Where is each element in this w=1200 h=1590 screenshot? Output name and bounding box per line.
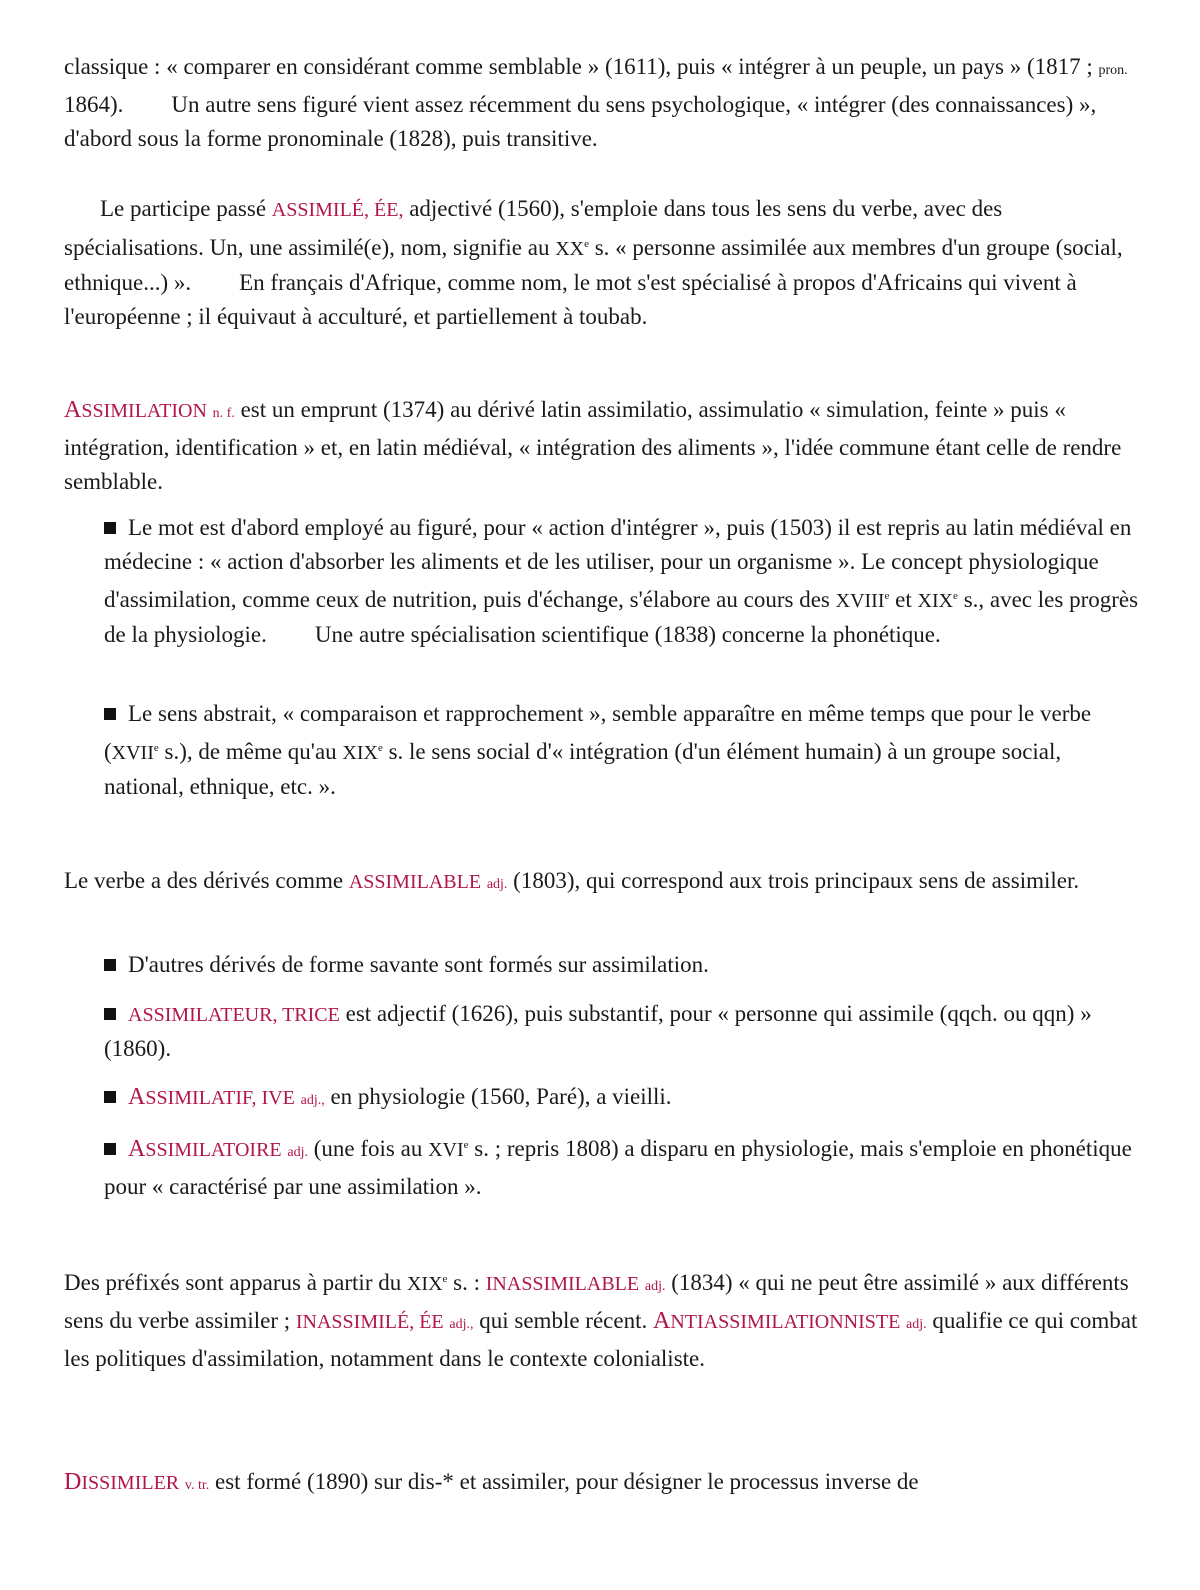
grammar-abbreviation: adj., [300, 1093, 325, 1108]
text: D'autres dérivés de forme savante sont formés sur assimilation. [128, 952, 709, 977]
bullet-item [104, 511, 1144, 652]
headword-antiassimilationniste: ANTIASSIMILATIONNISTE [652, 1308, 901, 1334]
text: adjectivé (1560), s'emploie dans tous les sens du verbe, avec des spécialisations. Un, une assimilé(e), nom, signifie au [64, 196, 1003, 260]
paragraph-derives [64, 864, 1144, 902]
grammar-abbreviation: adj. [287, 1145, 309, 1160]
superscript: e [442, 1273, 448, 1285]
headword-inassimile: INASSIMILÉ, ÉE [295, 1311, 444, 1333]
text: s. « personne assimilée aux membres d'un groupe (social, ethnique...) ». [64, 235, 1123, 295]
text: 1864). [64, 92, 124, 117]
headword-assimilateur: ASSIMILATEUR, TRICE [128, 1004, 340, 1026]
text: Des préfixés sont apparus à partir du [64, 1270, 407, 1295]
text: Un autre sens figuré vient assez récemment du sens psychologique, « intégrer (des connaissances) », d'abord sous la forme pronominale (1828), puis transitive. [64, 92, 1097, 151]
text: (1834) « qui ne peut être assimilé » aux différents sens du verbe assimiler ; [64, 1270, 1129, 1333]
square-bullet-icon [104, 708, 116, 720]
text: s. : [447, 1270, 486, 1295]
square-bullet-icon [104, 1143, 116, 1155]
century-numeral: XIX [342, 742, 378, 764]
bullet-item [104, 1128, 1144, 1204]
headword-assimilatoire: ASSIMILATOIRE [128, 1136, 282, 1162]
paragraph-assimilation [64, 393, 1144, 499]
century-numeral: XX [555, 238, 585, 260]
century-numeral: XVI [428, 1139, 464, 1161]
square-bullet-icon [104, 522, 116, 534]
text: s., avec les progrès de la physiologie. [104, 587, 1139, 647]
superscript: e [884, 590, 890, 602]
headword-assimilable: ASSIMILABLE [348, 871, 482, 893]
bullet-item [104, 1080, 1144, 1118]
text: Le verbe a des dérivés comme [64, 868, 349, 893]
text: est un emprunt (1374) au dérivé latin assimilatio, assimulatio « simulation, feinte » puis « intégration, identification » et, en latin médiéval, « intégration des aliments », l'idée commune étant celle de rendre semblable. [64, 397, 1122, 494]
headword-assimilation: ASSIMILATION [64, 397, 207, 423]
grammar-abbreviation: n. f. [212, 406, 235, 421]
century-numeral: XVIII [835, 590, 885, 612]
grammar-abbreviation: adj., [449, 1317, 474, 1332]
headword-assimilatif: ASSIMILATIF, IVE [128, 1084, 295, 1110]
text: est formé (1890) sur dis-* et assimiler, pour désigner le processus inverse de [209, 1469, 919, 1494]
superscript: e [153, 742, 159, 754]
bullet-item [104, 697, 1144, 804]
text: Le mot est d'abord employé au figuré, pour « action d'intégrer », puis (1503) il est repris au latin médiéval en médecine : « action d'absorber les aliments et de les utiliser, pour un organisme ». Le concept physiologique d'assimilation, comme ceux de nutrition, puis d'échange, s'élabore au cours des [104, 515, 1132, 612]
text: et [889, 587, 918, 612]
text: (1803), qui correspond aux trois principaux sens de assimiler. [507, 868, 1080, 893]
text: qui semble récent. [473, 1308, 653, 1333]
text: Une autre spécialisation scientifique (1838) concerne la phonétique. [314, 622, 941, 647]
text: en physiologie (1560, Paré), a vieilli. [324, 1084, 672, 1109]
paragraph-prefixes [64, 1262, 1144, 1376]
superscript: e [584, 238, 589, 250]
text: classique : « comparer en considérant comme semblable » (1611), puis « intégrer à un peuple, un pays » (1817 ; [64, 54, 1099, 79]
century-numeral: XIX [917, 590, 954, 612]
superscript: e [953, 590, 958, 602]
text: s.), de même qu'au [158, 739, 343, 764]
grammar-abbreviation: adj. [486, 877, 508, 892]
superscript: e [463, 1139, 469, 1151]
text: Le sens abstrait, « comparaison et rapprochement », semble apparaître en même temps que pour le verbe ( [104, 701, 1092, 764]
text: s. ; repris 1808) a disparu en physiologie, mais s'emploie en phonétique pour « caractérisé par une assimilation ». [104, 1136, 1132, 1199]
square-bullet-icon [104, 959, 116, 971]
paragraph-assimiler-senses [64, 50, 1144, 156]
text: s. le sens social d'« intégration (d'un élément humain) à un groupe social, national, ethnique, etc. ». [104, 739, 1062, 799]
text: qualifie ce qui combat les politiques d'assimilation, notamment dans le contexte colonialiste. [64, 1308, 1138, 1371]
text: est adjectif (1626), puis substantif, pour « personne qui assimile (qqch. ou qqn) » (1860). [104, 1001, 1092, 1061]
paragraph-assimile [64, 192, 1144, 334]
century-numeral: XIX [406, 1273, 443, 1295]
bullet-item [104, 997, 1144, 1066]
abbreviation: pron. [1098, 63, 1128, 78]
headword-assimile: ASSIMILÉ, ÉE, [271, 199, 404, 221]
text: (une fois au [308, 1136, 429, 1161]
century-numeral: XVII [111, 742, 154, 764]
headword-inassimilable: INASSIMILABLE [485, 1273, 640, 1295]
grammar-abbreviation: adj. [906, 1317, 927, 1332]
square-bullet-icon [104, 1091, 116, 1103]
grammar-abbreviation: v. tr. [184, 1478, 210, 1493]
superscript: e [377, 742, 383, 754]
square-bullet-icon [104, 1008, 116, 1020]
bullet-item [104, 948, 1144, 982]
grammar-abbreviation: adj. [644, 1279, 666, 1294]
paragraph-dissimiler [64, 1465, 1144, 1503]
text: Le participe passé [100, 196, 272, 221]
headword-dissimiler: DISSIMILER [64, 1469, 180, 1495]
text: En français d'Afrique, comme nom, le mot s'est spécialisé à propos d'Africains qui vivent à l'européenne ; il équivaut à acculturé, et partiellement à toubab. [64, 270, 1077, 329]
